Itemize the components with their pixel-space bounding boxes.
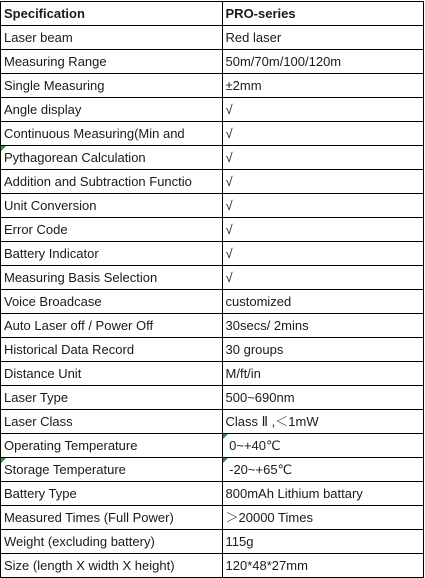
spec-name-cell[interactable] [1, 74, 223, 98]
spec-value-cell[interactable] [222, 506, 423, 530]
spec-name-text: Measuring Range [4, 54, 107, 69]
spec-name-cell[interactable] [1, 338, 223, 362]
spec-value-cell[interactable] [222, 314, 423, 338]
table-row [1, 554, 424, 578]
table-row [1, 338, 424, 362]
spec-value-cell[interactable] [222, 242, 423, 266]
spec-value-cell[interactable] [222, 50, 423, 74]
spec-name-text: Laser Class [4, 414, 73, 429]
spec-value-cell[interactable] [222, 482, 423, 506]
spec-name-text: Continuous Measuring(Min and [4, 126, 185, 141]
spec-name-text: Addition and Subtraction Functio [4, 174, 192, 189]
table-row [1, 458, 424, 482]
table-header-row [1, 2, 424, 26]
spec-name-cell[interactable] [1, 506, 223, 530]
spec-value-cell[interactable] [222, 338, 423, 362]
spec-table-body [1, 2, 424, 578]
spec-value-cell[interactable] [222, 26, 423, 50]
spec-name-text: Single Measuring [4, 78, 105, 93]
spec-name-text: Laser Type [4, 390, 69, 405]
header-specification[interactable]: Specification [1, 2, 223, 26]
table-row [1, 122, 424, 146]
spec-name-text: Pythagorean Calculation [4, 150, 146, 165]
spec-name-text: Storage Temperature [4, 462, 126, 477]
spec-value-text: 500~690nm [225, 390, 295, 405]
spec-name-text: Distance Unit [4, 366, 82, 381]
spec-name-cell[interactable] [1, 530, 223, 554]
spec-value-text: √ [225, 270, 233, 285]
spec-value-cell[interactable] [222, 386, 423, 410]
spec-value-text: -20~+65℃ [225, 462, 293, 477]
spec-name-text: Angle display [4, 102, 82, 117]
spec-value-cell[interactable] [222, 98, 423, 122]
table-row [1, 482, 424, 506]
spec-name-text: Error Code [4, 222, 68, 237]
spec-name-cell[interactable] [1, 554, 223, 578]
table-row [1, 290, 424, 314]
table-row [1, 194, 424, 218]
spec-value-text: M/ft/in [225, 366, 261, 381]
spec-value-text: ＞20000 Times [225, 510, 313, 525]
spec-value-text: 30 groups [225, 342, 284, 357]
table-row [1, 98, 424, 122]
spec-value-text: √ [225, 198, 233, 213]
table-row [1, 146, 424, 170]
spec-name-cell[interactable] [1, 98, 223, 122]
spec-value-cell[interactable] [222, 122, 423, 146]
spec-value-cell[interactable] [222, 74, 423, 98]
spec-name-text: Battery Type [4, 486, 77, 501]
spec-name-cell[interactable] [1, 242, 223, 266]
spec-name-cell[interactable] [1, 458, 223, 482]
spec-value-text: ±2mm [225, 78, 262, 93]
cell-marker-icon [223, 458, 228, 463]
spec-value-text: √ [225, 126, 233, 141]
spec-value-text: √ [225, 222, 233, 237]
spec-name-text: Battery Indicator [4, 246, 99, 261]
spec-name-cell[interactable] [1, 218, 223, 242]
spec-name-text: Operating Temperature [4, 438, 138, 453]
spec-value-text: 0~+40℃ [225, 438, 281, 453]
spec-value-cell[interactable] [222, 146, 423, 170]
spec-name-text: Measured Times (Full Power) [4, 510, 174, 525]
spec-name-cell[interactable] [1, 26, 223, 50]
table-row [1, 506, 424, 530]
spec-name-text: Size (length X width X height) [4, 558, 175, 573]
spec-value-text: 115g [225, 534, 254, 549]
spec-name-cell[interactable] [1, 146, 223, 170]
spec-name-text: Unit Conversion [4, 198, 97, 213]
spec-value-cell[interactable] [222, 458, 423, 482]
table-row [1, 50, 424, 74]
spec-name-cell[interactable] [1, 410, 223, 434]
spec-value-text: 800mAh Lithium battary [225, 486, 363, 501]
spec-name-text: Weight (excluding battery) [4, 534, 155, 549]
spec-name-cell[interactable] [1, 290, 223, 314]
spec-value-text: √ [225, 102, 233, 117]
spec-name-text: Historical Data Record [4, 342, 135, 357]
spec-table [0, 1, 424, 578]
spec-value-cell[interactable] [222, 530, 423, 554]
spec-value-text: 50m/70m/100/120m [225, 54, 342, 69]
spec-name-cell[interactable] [1, 434, 223, 458]
spec-name-cell[interactable] [1, 50, 223, 74]
table-row [1, 266, 424, 290]
spec-value-cell[interactable] [222, 362, 423, 386]
cell-marker-icon [1, 146, 6, 151]
table-row [1, 26, 424, 50]
spec-name-cell[interactable] [1, 194, 223, 218]
spec-name-cell[interactable] [1, 122, 223, 146]
header-pro-series[interactable]: PRO-series [222, 2, 423, 26]
spec-value-cell[interactable] [222, 554, 423, 578]
spec-value-cell[interactable] [222, 170, 423, 194]
spec-name-cell[interactable] [1, 170, 223, 194]
spec-value-text: √ [225, 150, 233, 165]
spec-name-text: Laser beam [4, 30, 73, 45]
table-row [1, 242, 424, 266]
spec-name-cell[interactable] [1, 314, 223, 338]
spec-value-text: 120*48*27mm [225, 558, 308, 573]
spec-name-text: Auto Laser off / Power Off [4, 318, 154, 333]
table-row [1, 170, 424, 194]
table-row [1, 530, 424, 554]
spec-value-text: Class Ⅱ ,＜1mW [225, 414, 319, 429]
spec-name-text: Voice Broadcase [4, 294, 102, 309]
spec-value-cell[interactable] [222, 290, 423, 314]
cell-marker-icon [223, 434, 228, 439]
spec-value-cell[interactable] [222, 434, 423, 458]
spec-value-cell[interactable] [222, 266, 423, 290]
table-row [1, 74, 424, 98]
table-row [1, 386, 424, 410]
spec-name-cell[interactable] [1, 362, 223, 386]
spec-value-cell[interactable] [222, 194, 423, 218]
spec-value-text: Red laser [225, 30, 282, 45]
spec-name-cell[interactable] [1, 386, 223, 410]
spec-value-cell[interactable] [222, 410, 423, 434]
table-row [1, 314, 424, 338]
cell-marker-icon [1, 458, 6, 463]
spec-name-cell[interactable] [1, 482, 223, 506]
table-row [1, 434, 424, 458]
spec-value-text: √ [225, 246, 233, 261]
spec-value-cell[interactable] [222, 218, 423, 242]
spec-name-cell[interactable] [1, 266, 223, 290]
spec-value-text: customized [225, 294, 292, 309]
table-row [1, 410, 424, 434]
table-row [1, 362, 424, 386]
spec-value-text: √ [225, 174, 233, 189]
spec-value-text: 30secs/ 2mins [225, 318, 309, 333]
table-row [1, 218, 424, 242]
spec-name-text: Measuring Basis Selection [4, 270, 158, 285]
